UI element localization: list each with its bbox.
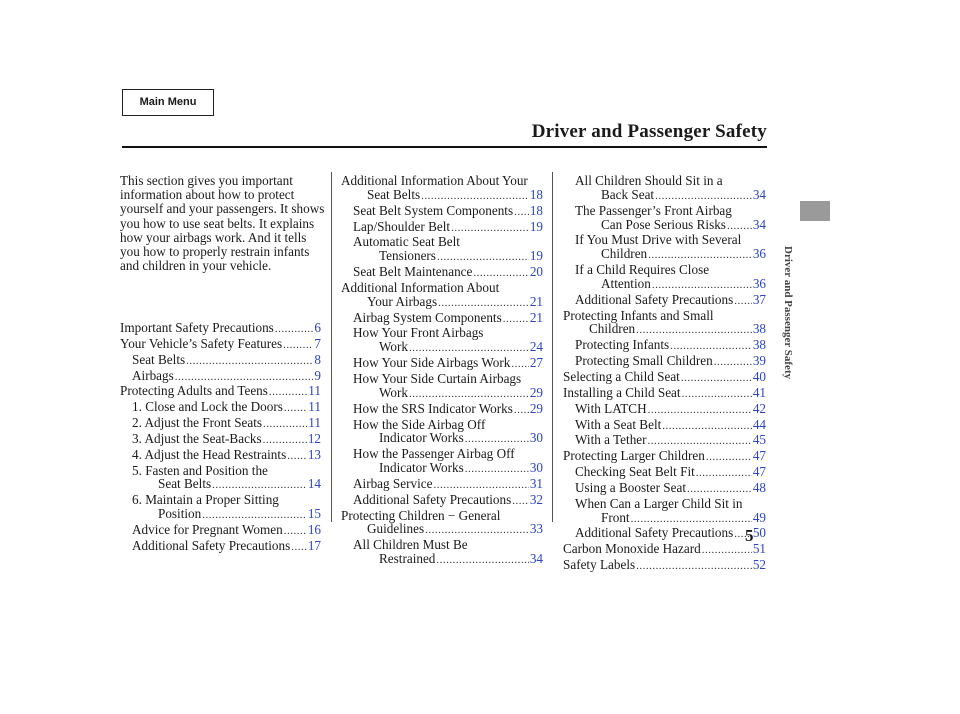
dot-leader — [287, 450, 307, 464]
toc-entry[interactable] — [341, 418, 543, 448]
toc-entry-title: All Children Must Be — [353, 537, 468, 553]
toc-entry-title: Protecting Children − General — [341, 507, 501, 523]
toc-entry-title: If You Must Drive with Several — [575, 232, 742, 248]
toc-page-link[interactable]: 44 — [752, 416, 766, 432]
toc-entry-title: Back Seat — [601, 186, 655, 202]
toc-entry-title: Attention — [601, 275, 651, 291]
toc-entry[interactable] — [120, 523, 321, 539]
toc-entry-title: Indicator Works — [379, 430, 464, 446]
dot-leader — [269, 386, 307, 400]
toc-entry-title: Guidelines — [367, 521, 425, 537]
dot-leader — [409, 342, 529, 356]
toc-entry[interactable] — [120, 432, 321, 448]
toc-page-link[interactable]: 51 — [752, 541, 766, 557]
toc-entry-title: When Can a Larger Child Sit in — [575, 495, 743, 511]
toc-entry-title: Additional Safety Precautions — [575, 291, 734, 307]
dot-leader — [687, 483, 752, 497]
dot-leader — [648, 249, 752, 263]
toc-page-link[interactable]: 19 — [529, 248, 543, 264]
toc-entry-title: With a Seat Belt — [575, 416, 662, 432]
dot-leader — [436, 554, 528, 568]
toc-entry-title: Airbag System Components — [353, 309, 502, 325]
toc-entry[interactable] — [563, 174, 766, 204]
toc-entry[interactable] — [341, 281, 543, 311]
main-menu-button[interactable]: Main Menu — [122, 89, 214, 116]
toc-entry-title: How the Side Airbag Off — [353, 416, 486, 432]
toc-entry[interactable] — [341, 402, 543, 418]
toc-page-link[interactable]: 13 — [307, 446, 321, 462]
toc-entry-title: Seat Belt Maintenance — [353, 264, 473, 280]
toc-entry[interactable] — [563, 402, 766, 418]
toc-entry[interactable] — [341, 235, 543, 265]
dot-leader — [514, 404, 529, 418]
toc-page-link[interactable]: 8 — [314, 351, 321, 367]
toc-page-link[interactable]: 19 — [529, 218, 543, 234]
toc-entry[interactable] — [563, 542, 766, 558]
toc-page-link[interactable]: 34 — [752, 186, 766, 202]
page-number: 5 — [745, 526, 754, 545]
dot-leader — [284, 402, 307, 416]
toc-entry-title: 2. Adjust the Front Seats — [132, 415, 263, 431]
toc-entry-title: Can Pose Serious Risks — [601, 216, 726, 232]
toc-entry-title: Using a Booster Seat — [575, 479, 686, 495]
toc-entry[interactable] — [563, 338, 766, 354]
toc-entry-title: Front — [601, 509, 630, 525]
dot-leader — [473, 267, 528, 281]
toc-page-link[interactable]: 39 — [752, 353, 766, 369]
toc-entry-title: Work — [379, 384, 408, 400]
toc-entry-title: Your Airbags — [367, 293, 438, 309]
toc-entry[interactable] — [341, 204, 543, 220]
toc-entry[interactable] — [341, 493, 543, 509]
toc-entry-title: If a Child Requires Close — [575, 262, 710, 278]
toc-entry-title: Your Vehicle’s Safety Features — [120, 335, 283, 351]
toc-entry-title: Protecting Small Children — [575, 353, 713, 369]
toc-entry-title: Installing a Child Seat — [563, 384, 681, 400]
toc-entry-title: 4. Adjust the Head Restraints — [132, 446, 287, 462]
toc-page-link[interactable]: 36 — [752, 246, 766, 262]
toc-entry[interactable] — [563, 449, 766, 465]
dot-leader — [682, 388, 752, 402]
toc-column-1 — [120, 321, 321, 555]
toc-entry[interactable] — [120, 464, 321, 494]
toc-entry-title: Additional Information About — [341, 279, 500, 295]
toc-entry-title: Tensioners — [379, 248, 436, 264]
dot-leader — [409, 388, 529, 402]
toc-entry-title: Work — [379, 339, 408, 355]
toc-page-link[interactable]: 20 — [529, 264, 543, 280]
toc-entry-title: With a Tether — [575, 432, 647, 448]
toc-entry[interactable] — [120, 493, 321, 523]
toc-entry-title: Seat Belt System Components — [353, 202, 514, 218]
toc-entry[interactable] — [563, 263, 766, 293]
dot-leader — [636, 560, 752, 574]
dot-leader — [503, 313, 529, 327]
toc-page-link[interactable]: 38 — [752, 337, 766, 353]
toc-entry-title: Protecting Larger Children — [563, 448, 705, 464]
toc-entry-title: The Passenger’s Front Airbag — [575, 202, 732, 218]
dot-leader — [284, 525, 307, 539]
toc-entry[interactable] — [120, 539, 321, 555]
toc-page-link[interactable]: 38 — [752, 321, 766, 337]
toc-entry[interactable] — [563, 558, 766, 574]
toc-entry-title: Airbags — [132, 367, 174, 383]
toc-entry[interactable] — [563, 465, 766, 481]
dot-leader — [438, 297, 529, 311]
dot-leader — [425, 524, 529, 538]
dot-leader — [511, 358, 528, 372]
toc-entry[interactable] — [563, 497, 766, 527]
toc-entry[interactable] — [341, 477, 543, 493]
dot-leader — [512, 495, 529, 509]
toc-page-link[interactable]: 7 — [314, 335, 321, 351]
toc-page-link[interactable]: 29 — [529, 400, 543, 416]
toc-entry[interactable] — [563, 233, 766, 263]
dot-leader — [662, 420, 752, 434]
toc-entry-title: Additional Safety Precautions — [575, 525, 734, 541]
toc-entry-title: Protecting Infants and Small — [563, 307, 714, 323]
dot-leader — [175, 371, 314, 385]
toc-page-link[interactable]: 34 — [529, 551, 543, 567]
toc-page-link[interactable]: 52 — [752, 557, 766, 573]
toc-entry-title: 1. Close and Lock the Doors — [132, 399, 283, 415]
dot-leader — [631, 513, 752, 527]
toc-page-link[interactable]: 9 — [314, 367, 321, 383]
toc-entry-title: Automatic Seat Belt — [353, 234, 460, 250]
toc-entry-title: Indicator Works — [379, 460, 464, 476]
toc-entry-title: Seat Belts — [132, 351, 186, 367]
dot-leader — [465, 463, 529, 477]
toc-entry[interactable] — [563, 386, 766, 402]
toc-entry[interactable] — [563, 481, 766, 497]
dot-leader — [648, 435, 752, 449]
toc-entry-title: Protecting Infants — [575, 337, 670, 353]
toc-page-link[interactable]: 16 — [307, 521, 321, 537]
toc-page-link[interactable]: 34 — [752, 216, 766, 232]
column-divider — [552, 172, 553, 522]
toc-page-link[interactable]: 47 — [752, 464, 766, 480]
toc-entry-title: Additional Safety Precautions — [132, 537, 291, 553]
toc-page-link[interactable]: 31 — [529, 475, 543, 491]
toc-page-link[interactable]: 21 — [529, 309, 543, 325]
dot-leader — [275, 323, 314, 337]
dot-leader — [706, 451, 752, 465]
column-divider — [331, 172, 332, 522]
toc-entry-title: Checking Seat Belt Fit — [575, 464, 695, 480]
toc-entry-title: Safety Labels — [563, 557, 636, 573]
dot-leader — [727, 220, 752, 234]
toc-page-link[interactable]: 45 — [752, 432, 766, 448]
toc-page-link[interactable]: 18 — [529, 186, 543, 202]
dot-leader — [451, 222, 529, 236]
toc-page-link[interactable]: 17 — [307, 537, 321, 553]
dot-leader — [636, 324, 752, 338]
dot-leader — [263, 418, 307, 432]
toc-column-2 — [341, 174, 543, 568]
toc-page-link[interactable]: 42 — [752, 400, 766, 416]
toc-entry-title: How the Passenger Airbag Off — [353, 446, 515, 462]
toc-entry-title: Protecting Adults and Teens — [120, 383, 268, 399]
toc-entry-title: 3. Adjust the Seat-Backs — [132, 430, 262, 446]
toc-column-3 — [563, 174, 766, 574]
toc-entry-title: How the SRS Indicator Works — [353, 400, 513, 416]
toc-entry-title: Important Safety Precautions — [120, 320, 274, 335]
toc-entry[interactable] — [341, 356, 543, 372]
toc-page-link[interactable]: 6 — [314, 320, 321, 335]
toc-page-link[interactable]: 37 — [752, 291, 766, 307]
header-rule — [122, 146, 767, 148]
toc-entry[interactable] — [120, 369, 321, 385]
toc-page-link[interactable]: 33 — [529, 521, 543, 537]
toc-entry-title: 5. Fasten and Position the — [132, 462, 268, 478]
dot-leader — [670, 340, 752, 354]
toc-entry-title: How Your Side Curtain Airbags — [353, 370, 522, 386]
dot-leader — [714, 356, 752, 370]
toc-page-link[interactable]: 32 — [529, 491, 543, 507]
toc-entry[interactable] — [563, 204, 766, 234]
toc-page-link[interactable]: 18 — [529, 202, 543, 218]
toc-entry[interactable] — [563, 418, 766, 434]
dot-leader — [202, 509, 307, 523]
toc-entry[interactable] — [341, 265, 543, 281]
toc-page-link[interactable]: 14 — [307, 476, 321, 492]
dot-leader — [734, 295, 752, 309]
toc-page-link[interactable]: 30 — [529, 430, 543, 446]
toc-page-link[interactable]: 49 — [752, 509, 766, 525]
toc-entry-title: Children — [589, 321, 636, 337]
toc-entry-title: Restrained — [379, 551, 436, 567]
toc-entry-title: Carbon Monoxide Hazard — [563, 541, 701, 557]
toc-page-link[interactable]: 47 — [752, 448, 766, 464]
toc-entry[interactable] — [341, 220, 543, 236]
toc-entry-title: How Your Side Airbags Work — [353, 355, 511, 371]
dot-leader — [514, 206, 529, 220]
toc-entry[interactable] — [341, 509, 543, 539]
intro-text: This section gives you important information about how to protect yourself and your passengers. It shows you how to use seat belts. It explains how your airbags work. And it tells you how to properly restrain infants and children in your vehicle. — [120, 173, 325, 274]
toc-page-link[interactable]: 36 — [752, 275, 766, 291]
toc-entry[interactable] — [341, 174, 543, 204]
toc-entry[interactable] — [120, 448, 321, 464]
toc-entry[interactable] — [120, 321, 321, 337]
toc-entry[interactable] — [120, 353, 321, 369]
toc-entry-title: All Children Should Sit in a — [575, 173, 723, 188]
dot-leader — [186, 355, 313, 369]
dot-leader — [263, 434, 307, 448]
toc-entry-title: Additional Information About Your — [341, 173, 528, 188]
toc-entry[interactable] — [341, 326, 543, 356]
toc-entry-title: Airbag Service — [353, 475, 433, 491]
toc-entry[interactable] — [563, 370, 766, 386]
toc-entry[interactable] — [563, 309, 766, 339]
dot-leader — [212, 479, 307, 493]
page-title: Driver and Passenger Safety — [531, 121, 767, 142]
toc-entry-title: Advice for Pregnant Women — [132, 521, 283, 537]
dot-leader — [433, 479, 528, 493]
dot-leader — [437, 251, 529, 265]
toc-entry[interactable] — [341, 538, 543, 568]
dot-leader — [283, 339, 313, 353]
toc-page-link[interactable]: 11 — [308, 383, 321, 399]
toc-entry[interactable] — [120, 337, 321, 353]
toc-page-link[interactable]: 15 — [307, 506, 321, 522]
dot-leader — [655, 190, 752, 204]
toc-entry-title: Selecting a Child Seat — [563, 368, 680, 384]
toc-entry-title: How Your Front Airbags — [353, 325, 484, 341]
dot-leader — [291, 541, 307, 555]
toc-entry[interactable] — [563, 354, 766, 370]
section-tab — [800, 201, 830, 221]
dot-leader — [648, 404, 752, 418]
toc-entry[interactable] — [341, 311, 543, 327]
toc-page-link[interactable]: 40 — [752, 368, 766, 384]
toc-page-link[interactable]: 30 — [529, 460, 543, 476]
toc-entry[interactable] — [563, 526, 766, 542]
side-section-label: Driver and Passenger Safety — [782, 246, 794, 380]
toc-entry[interactable] — [341, 447, 543, 477]
dot-leader — [652, 279, 752, 293]
toc-entry-title: 6. Maintain a Proper Sitting — [132, 492, 279, 508]
toc-entry[interactable] — [563, 433, 766, 449]
dot-leader — [696, 467, 752, 481]
toc-page-link[interactable]: 21 — [529, 293, 543, 309]
intro-paragraph — [120, 174, 325, 273]
toc-entry[interactable] — [120, 416, 321, 432]
toc-page-link[interactable]: 27 — [529, 355, 543, 371]
toc-entry[interactable] — [120, 400, 321, 416]
dot-leader — [465, 433, 529, 447]
toc-entry-title: Seat Belts — [367, 186, 421, 202]
toc-entry-title: Additional Safety Precautions — [353, 491, 512, 507]
dot-leader — [681, 372, 752, 386]
toc-entry[interactable] — [563, 293, 766, 309]
toc-entry-title: Position — [158, 506, 202, 522]
toc-entry-title: Children — [601, 246, 648, 262]
toc-page-link[interactable]: 11 — [308, 415, 321, 431]
toc-entry-title: With LATCH — [575, 400, 647, 416]
toc-page-link[interactable]: 41 — [752, 384, 766, 400]
toc-page-link[interactable]: 24 — [529, 339, 543, 355]
toc-entry-title: Seat Belts — [158, 476, 212, 492]
toc-entry[interactable] — [341, 372, 543, 402]
toc-entry[interactable] — [120, 384, 321, 400]
dot-leader — [702, 544, 752, 558]
dot-leader — [421, 190, 529, 204]
toc-page-link[interactable]: 12 — [307, 430, 321, 446]
toc-entry-title: Lap/Shoulder Belt — [353, 218, 451, 234]
toc-page-link[interactable]: 50 — [752, 525, 766, 541]
toc-page-link[interactable]: 29 — [529, 384, 543, 400]
toc-page-link[interactable]: 11 — [308, 399, 321, 415]
toc-page-link[interactable]: 48 — [752, 479, 766, 495]
